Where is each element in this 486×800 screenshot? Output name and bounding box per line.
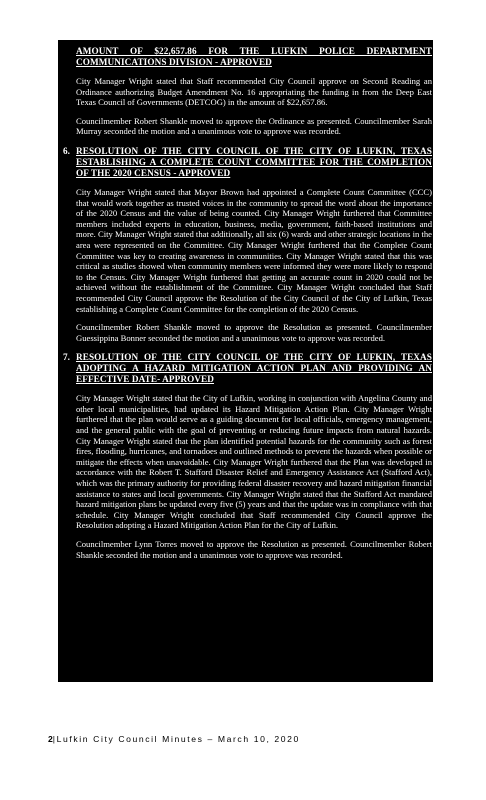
item-heading-hazard-mitigation: RESOLUTION OF THE CITY COUNCIL OF THE CITY OF LUFKIN, TEXAS ADOPTING A HAZARD MITIGATION ACTION PLAN AND PROVIDING AN EFFECTIVE DATE- APPROVED — [76, 352, 432, 385]
motion-paragraph: Councilmember Robert Shankle moved to approve the Ordinance as presented. Councilmember Sarah Murray seconded the motion and a unanimous vote to approve was recorded. — [76, 115, 432, 137]
agenda-item-6 — [63, 145, 432, 343]
item-heading-census: RESOLUTION OF THE CITY COUNCIL OF THE CITY OF LUFKIN, TEXAS ESTABLISHING A COMPLETE COUNT COMMITTEE FOR THE COMPLETION OF THE 2020 CENSUS - APPROVED — [76, 145, 432, 178]
item-paragraph: City Manager Wright stated that Mayor Brown had appointed a Complete Count Committee (CCC) that would work together as trusted voices in the community to spread the word about the importance of the 2020 Census and the value of being counted. City Manager Wright furthered that Committee members included experts in education, business, media, government, faith-based institutions and more. City Manager Wright stated that additionally, all six (6) wards and other strategic locations in the area were represented on the Committee. City Manager Wright furthered that the Complete Count Committee was key to creating awareness in communities. City Manager Wright stated that this was critical as studies showed when community members were informed they were more likely to respond to the Census. City Manager Wright furthered that getting an accurate count in 2020 could not be achieved without the establishment of the Committee. City Manager Wright concluded that Staff recommended City Council approve the Resolution of the City Council of the City of Lufkin, Texas establishing a Complete Count Committee for the completion of the 2020 Census. — [76, 186, 432, 314]
item-paragraph: City Manager Wright stated that the City of Lufkin, working in conjunction with Angelina County and other local municipalities, had updated its Hazard Mitigation Action Plan. City Manager Wright furthered that the plan would serve as a guiding document for local officials, emergency management, and the general public with the goal of preventing or reducing future impacts from natural hazards. City Manager Wright stated that the plan identified potential hazards for the community such as forest fires, flooding, hurricanes, and tornadoes and outlined methods to prevent the hazards when possible or mitigate the effects when unavoidable. City Manager Wright furthered that the Plan was developed in accordance with the Robert T. Stafford Disaster Relief and Emergency Assistance Act (Stafford Act), which was the primary authority for providing federal disaster recovery and hazard mitigation financial assistance to states and local governments. City Manager Wright stated that the Stafford Act mandated hazard mitigation plans be updated every five (5) years and that the update was in compliance with that schedule. City Manager Wright concluded that Staff recommended City Council approve the Resolution adopting a Hazard Mitigation Action Plan for the City of Lufkin. — [76, 393, 432, 531]
item-heading-budget-amendment: AMOUNT OF $22,657.86 FOR THE LUFKIN POLICE DEPARTMENT COMMUNICATIONS DIVISION - APPROVED — [76, 46, 432, 67]
item-paragraph: City Manager Wright stated that Staff recommended City Council approve on Second Reading an Ordinance authorizing Budget Amendment No. 16 appropriating the funding in from the Deep East Texas Council of Governments (DETCOG) in the amount of $22,657.86. — [76, 76, 432, 108]
minutes-inverted-block — [58, 40, 433, 682]
footer-separator: | — [52, 734, 57, 744]
page-number: 2 — [48, 734, 53, 744]
item-number: 6. — [63, 145, 70, 156]
motion-paragraph: Councilmember Lynn Torres moved to approve the Resolution as presented. Councilmember Robert Shankle seconded the motion and a unanimous vote to approve was recorded. — [76, 539, 432, 560]
minutes-content — [63, 46, 432, 560]
agenda-item-7 — [63, 352, 432, 560]
item-number: 7. — [63, 352, 70, 363]
footer-text: Lufkin City Council Minutes – March 10, 2020 — [56, 734, 300, 744]
motion-paragraph: Councilmember Robert Shankle moved to approve the Resolution as presented. Councilmember Guessippina Bonner seconded the motion and a unanimous vote to approve was recorded. — [76, 322, 432, 343]
page-footer — [48, 734, 300, 744]
